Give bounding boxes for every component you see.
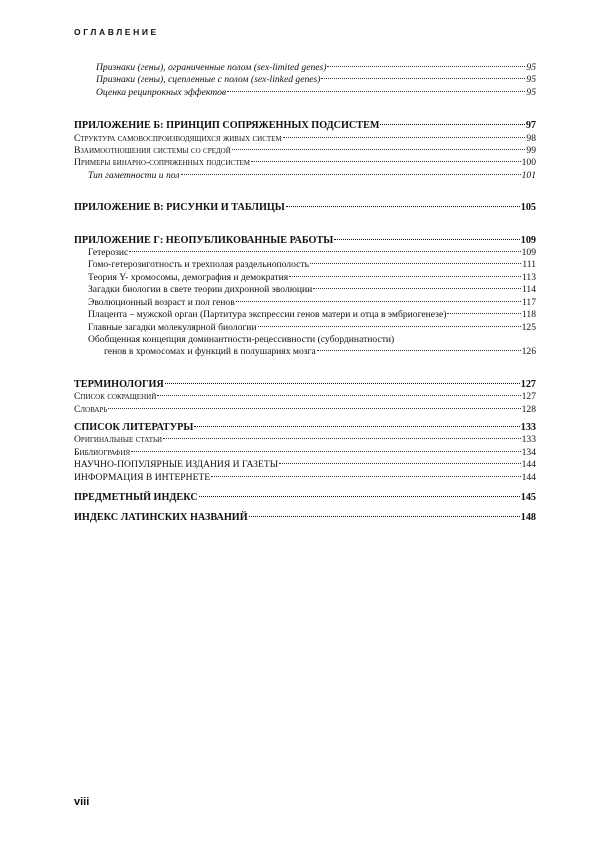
dot-leader <box>236 301 521 302</box>
toc-entry-title: Теория Y- хромосомы, демография и демократия <box>88 271 289 283</box>
toc-entry[interactable] <box>74 87 536 99</box>
dot-leader <box>279 463 521 464</box>
toc-entry-page: 95 <box>526 86 536 98</box>
toc-section-terminology[interactable] <box>74 379 536 391</box>
toc-section-title: СПИСОК ЛИТЕРАТУРЫ <box>74 421 194 433</box>
toc-entry[interactable] <box>74 404 536 416</box>
dot-leader <box>334 239 519 240</box>
toc-entry-page: 99 <box>526 145 536 157</box>
dot-leader <box>258 326 521 327</box>
toc-entry-title: Взаимоотношения системы со средой <box>74 145 231 157</box>
toc-section-page: 148 <box>520 512 536 524</box>
toc-entry[interactable] <box>74 145 536 157</box>
toc-entry-title-line1: Обобщенная концепция доминантности-рецессивности (субординатности) <box>88 333 395 345</box>
dot-leader <box>181 174 521 175</box>
toc-entry-page: 101 <box>521 169 536 181</box>
dot-leader <box>211 476 520 477</box>
dot-leader <box>289 276 521 277</box>
dot-leader <box>131 451 520 452</box>
toc-entry-wrapped-continuation[interactable] <box>74 346 536 358</box>
page-number: viii <box>74 796 90 808</box>
dot-leader <box>108 408 520 409</box>
toc-entry[interactable] <box>74 447 536 459</box>
dot-leader <box>286 206 520 207</box>
toc-section-latin-index[interactable] <box>74 512 536 524</box>
toc-entry[interactable] <box>74 297 536 309</box>
toc-entry-page: 95 <box>526 62 536 73</box>
toc-entry-page: 144 <box>521 459 536 471</box>
dot-leader <box>313 288 521 289</box>
toc-entry-title: НАУЧНО-ПОПУЛЯРНЫЕ ИЗДАНИЯ И ГАЗЕТЫ <box>74 459 279 471</box>
toc-subentry[interactable] <box>74 170 536 182</box>
toc-entry-title: Признаки (гены), сцепленные с полом (sex-linked genes) <box>96 74 321 86</box>
toc-section-title: ПРИЛОЖЕНИЕ Г: НЕОПУБЛИКОВАННЫЕ РАБОТЫ <box>74 234 334 246</box>
dot-leader <box>327 66 525 67</box>
dot-leader <box>310 263 521 264</box>
toc-entry-title: Структура самовоспроизводящихся живых систем <box>74 132 282 144</box>
toc-entry-title: Главные загадки молекулярной биологии <box>88 321 257 333</box>
toc-entry-page: 118 <box>521 309 536 321</box>
dot-leader <box>321 78 525 79</box>
toc-entry[interactable] <box>74 434 536 446</box>
dot-leader <box>194 426 519 427</box>
dot-leader <box>447 313 521 314</box>
toc-entry-title: Оценка реципрокных эффектов <box>96 86 227 98</box>
toc-section-literature[interactable] <box>74 422 536 434</box>
toc-section-page: 105 <box>520 202 536 214</box>
toc-entry-page: 98 <box>526 132 536 144</box>
toc-section-appendix-g[interactable] <box>74 235 536 247</box>
toc-entry-title: Примеры бинарно-сопряженных подсистем <box>74 157 250 169</box>
toc-entry-page: 113 <box>521 271 536 283</box>
toc-section-page: 127 <box>520 378 536 390</box>
toc-entry-title: Список сокращений <box>74 391 157 403</box>
table-of-contents <box>74 62 536 525</box>
toc-entry-page: 126 <box>521 346 536 358</box>
toc-section-title: ПРИЛОЖЕНИЕ В: РИСУНКИ И ТАБЛИЦЫ <box>74 202 285 214</box>
dot-leader <box>129 251 520 252</box>
toc-entry-title: Гетерозис <box>88 247 129 259</box>
toc-entry-page: 111 <box>522 259 536 271</box>
toc-entry[interactable] <box>74 459 536 471</box>
toc-entry[interactable] <box>74 74 536 86</box>
dot-leader <box>227 91 525 92</box>
toc-entry[interactable] <box>74 62 536 74</box>
toc-entry-title: Оригинальные статьи <box>74 434 163 446</box>
toc-entry[interactable] <box>74 157 536 169</box>
toc-entry-title: Гомо-гетерозиготность и трехполая раздельнополость <box>88 259 309 271</box>
toc-section-subject-index[interactable] <box>74 492 536 504</box>
toc-entry-title: Тип гаметности и пол <box>88 169 180 181</box>
toc-entry-page: 125 <box>521 321 536 333</box>
toc-entry-page: 95 <box>526 74 536 86</box>
running-head: ОГЛАВЛЕНИЕ <box>74 27 159 37</box>
toc-entry-page: 114 <box>521 284 536 296</box>
dot-leader <box>251 161 521 162</box>
toc-entry-title: Плацента – мужской орган (Партитура экспрессии генов матери и отца в эмбриогенезе) <box>88 309 447 321</box>
toc-section-appendix-v[interactable] <box>74 202 536 214</box>
toc-entry-page: 127 <box>521 391 536 403</box>
toc-entry[interactable] <box>74 391 536 403</box>
toc-section-page: 97 <box>525 120 536 132</box>
toc-entry-wrapped[interactable] <box>74 334 536 346</box>
toc-entry[interactable] <box>74 472 536 484</box>
dot-leader <box>283 137 526 138</box>
dot-leader <box>232 149 526 150</box>
dot-leader <box>157 395 520 396</box>
toc-entry[interactable] <box>74 322 536 334</box>
toc-entry[interactable] <box>74 133 536 145</box>
toc-entry-title-line2: генов в хромосомах и функций в полушариях мозга <box>104 346 316 358</box>
toc-section-appendix-b[interactable] <box>74 120 536 132</box>
dot-leader <box>163 438 521 439</box>
toc-entry[interactable] <box>74 247 536 259</box>
dot-leader <box>165 383 520 384</box>
toc-entry-title: Загадки биологии в свете теории дихронной эволюции <box>88 284 313 296</box>
toc-section-page: 145 <box>520 491 536 503</box>
toc-entry-title: ИНФОРМАЦИЯ В ИНТЕРНЕТЕ <box>74 471 211 483</box>
toc-entry-page: 109 <box>521 247 536 259</box>
toc-section-page: 109 <box>520 234 536 246</box>
toc-entry-title: Библиография <box>74 446 131 458</box>
toc-entry-page: 128 <box>521 403 536 415</box>
toc-entry-title: Признаки (гены), ограниченные полом (sex-limited genes) <box>96 62 327 73</box>
toc-entry[interactable] <box>74 309 536 321</box>
toc-section-title: ПРИЛОЖЕНИЕ Б: ПРИНЦИП СОПРЯЖЕННЫХ ПОДСИСТЕМ <box>74 120 380 132</box>
toc-entry[interactable] <box>74 284 536 296</box>
toc-section-title: ПРЕДМЕТНЫЙ ИНДЕКС <box>74 491 198 503</box>
toc-entry-page: 100 <box>521 157 536 169</box>
dot-leader <box>249 516 520 517</box>
toc-entry[interactable] <box>74 272 536 284</box>
toc-entry-page: 134 <box>521 446 536 458</box>
dot-leader <box>199 496 520 497</box>
toc-entry[interactable] <box>74 259 536 271</box>
toc-entry-title: Словарь <box>74 403 108 415</box>
toc-entry-page: 133 <box>521 434 536 446</box>
toc-section-page: 133 <box>520 421 536 433</box>
dot-leader <box>317 350 521 351</box>
toc-entry-title: Эволюционный возраст и пол генов <box>88 296 235 308</box>
toc-section-title: ИНДЕКС ЛАТИНСКИХ НАЗВАНИЙ <box>74 512 248 524</box>
dot-leader <box>380 124 524 125</box>
toc-entry-page: 144 <box>521 471 536 483</box>
toc-section-title: ТЕРМИНОЛОГИЯ <box>74 378 164 390</box>
toc-entry-page: 117 <box>521 296 536 308</box>
